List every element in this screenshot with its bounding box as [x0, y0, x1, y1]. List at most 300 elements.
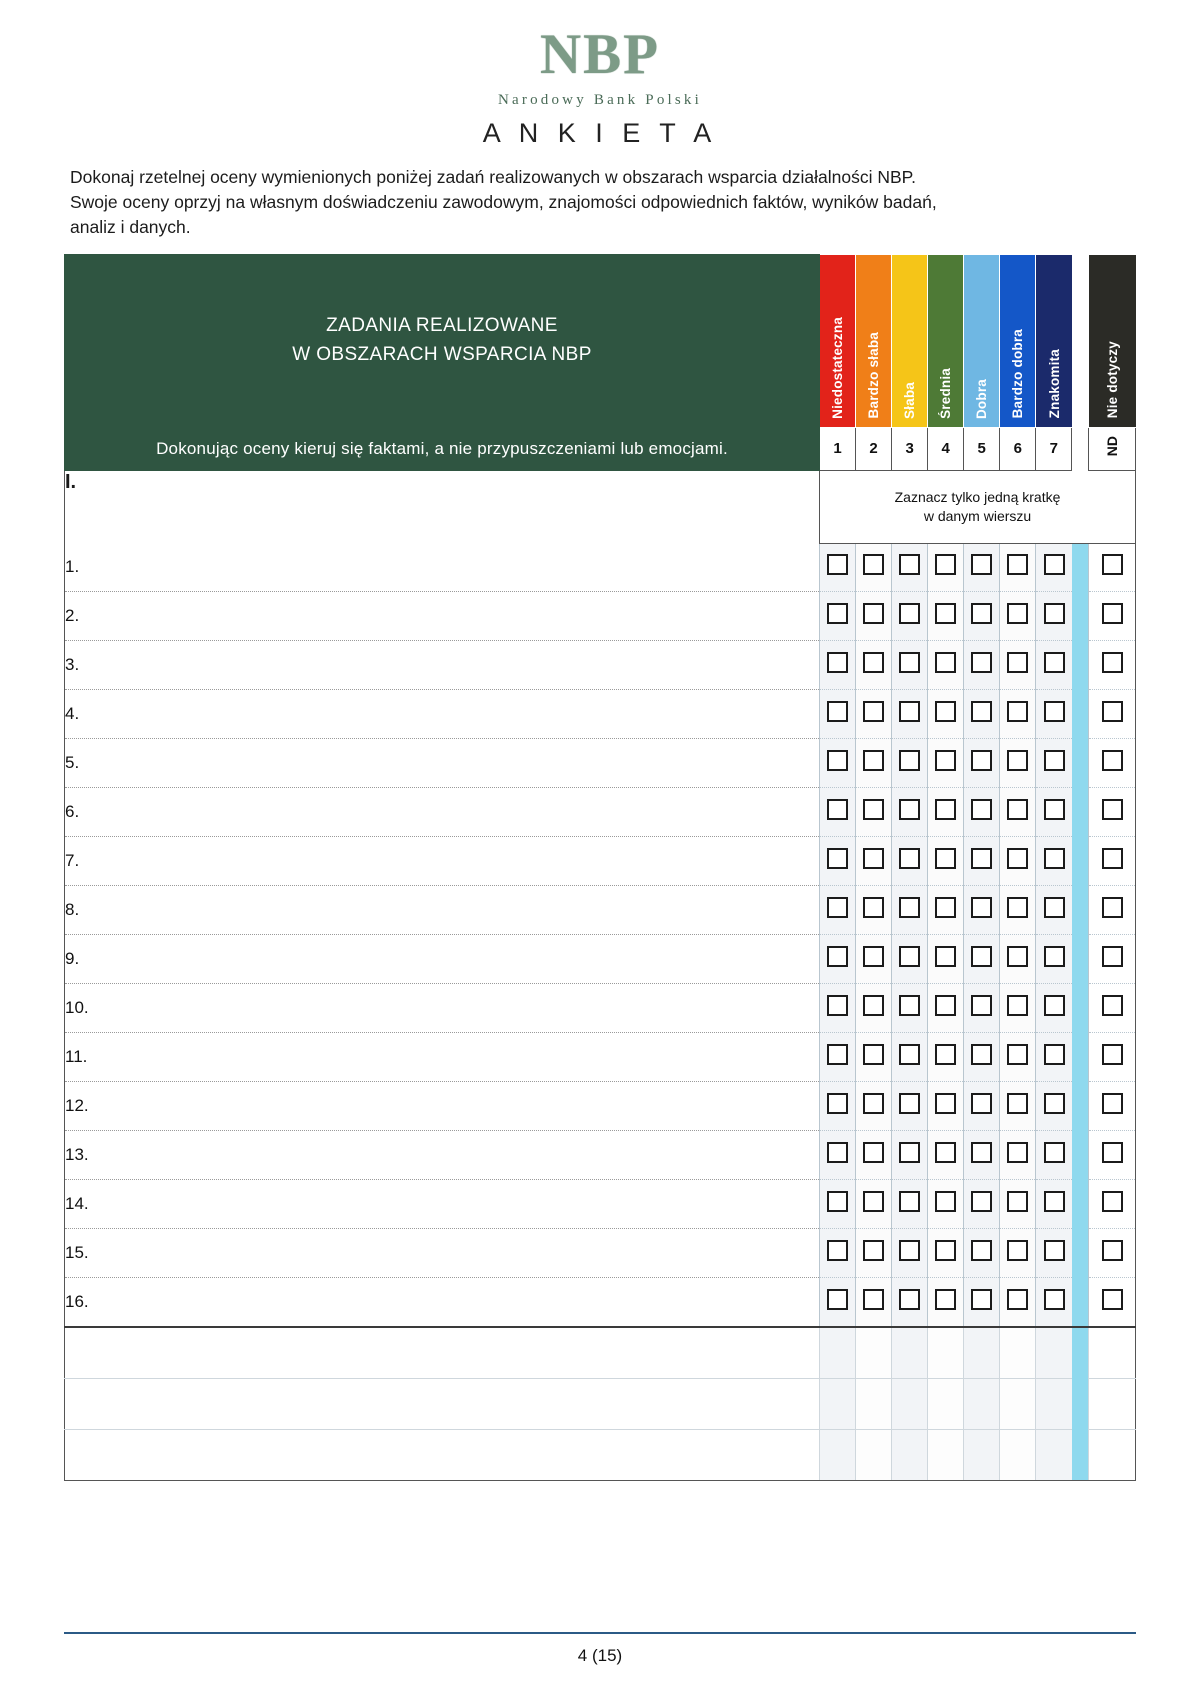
checkbox[interactable]	[971, 848, 992, 869]
checkbox-cell-r8-c5[interactable]	[964, 886, 1000, 935]
checkbox-cell-r16-c1[interactable]	[820, 1278, 856, 1328]
checkbox-cell-r15-c5[interactable]	[964, 1229, 1000, 1278]
checkbox-cell-r11-nd[interactable]	[1089, 1033, 1136, 1082]
checkbox-cell-r10-nd[interactable]	[1089, 984, 1136, 1033]
checkbox-cell-r1-c3[interactable]	[892, 543, 928, 592]
checkbox[interactable]	[1102, 554, 1123, 575]
checkbox-cell-r3-c3[interactable]	[892, 641, 928, 690]
checkbox-cell-r2-c3[interactable]	[892, 592, 928, 641]
scale-number-3: 3	[892, 427, 928, 470]
checkbox-cell-r11-c5[interactable]	[964, 1033, 1000, 1082]
checkbox-cell-r2-c2[interactable]	[856, 592, 892, 641]
checkbox-cell-r9-nd[interactable]	[1089, 935, 1136, 984]
blank-checkbox-cell	[928, 1430, 964, 1481]
checkbox[interactable]	[863, 995, 884, 1016]
row-gap-spacer	[1072, 1082, 1089, 1131]
checkbox[interactable]	[899, 897, 920, 918]
checkbox-cell-r14-c7[interactable]	[1036, 1180, 1072, 1229]
scale-header-1	[820, 254, 856, 427]
checkbox[interactable]	[1007, 799, 1028, 820]
checkbox[interactable]	[935, 946, 956, 967]
checkbox-cell-r2-c1[interactable]	[820, 592, 856, 641]
checkbox[interactable]	[827, 897, 848, 918]
checkbox-cell-r13-nd[interactable]	[1089, 1131, 1136, 1180]
checkbox-cell-r11-c2[interactable]	[856, 1033, 892, 1082]
checkbox[interactable]	[1044, 1093, 1065, 1114]
checkbox-cell-r9-c3[interactable]	[892, 935, 928, 984]
checkbox-cell-r2-c7[interactable]	[1036, 592, 1072, 641]
checkbox[interactable]	[1102, 1093, 1123, 1114]
checkbox[interactable]	[935, 701, 956, 722]
checkbox-cell-r10-c1[interactable]	[820, 984, 856, 1033]
checkbox[interactable]	[827, 1191, 848, 1212]
checkbox-cell-r5-c3[interactable]	[892, 739, 928, 788]
checkbox-cell-r13-c5[interactable]	[964, 1131, 1000, 1180]
checkbox[interactable]	[863, 750, 884, 771]
scale-number-7: 7	[1036, 427, 1072, 470]
checkbox-cell-r6-c5[interactable]	[964, 788, 1000, 837]
checkbox-cell-r12-c5[interactable]	[964, 1082, 1000, 1131]
table-main-header	[65, 254, 820, 427]
checkbox-cell-r1-c4[interactable]	[928, 543, 964, 592]
checkbox[interactable]	[827, 1142, 848, 1163]
checkbox-cell-r11-c1[interactable]	[820, 1033, 856, 1082]
blank-checkbox-cell	[820, 1430, 856, 1481]
checkbox[interactable]	[1044, 652, 1065, 673]
checkbox-cell-r16-c2[interactable]	[856, 1278, 892, 1328]
checkbox-cell-r6-c2[interactable]	[856, 788, 892, 837]
table-row	[65, 1131, 1136, 1180]
checkbox[interactable]	[827, 554, 848, 575]
checkbox[interactable]	[1007, 1240, 1028, 1261]
checkbox-cell-r7-c7[interactable]	[1036, 837, 1072, 886]
checkbox[interactable]	[863, 1240, 884, 1261]
row-gap-spacer	[1072, 984, 1089, 1033]
checkbox[interactable]	[863, 1093, 884, 1114]
checkbox-cell-r8-c4[interactable]	[928, 886, 964, 935]
checkbox[interactable]	[1007, 1289, 1028, 1310]
checkbox[interactable]	[863, 1044, 884, 1065]
checkbox[interactable]	[971, 1289, 992, 1310]
checkbox-cell-r14-c6[interactable]	[1000, 1180, 1036, 1229]
checkbox-cell-r15-c3[interactable]	[892, 1229, 928, 1278]
checkbox[interactable]	[935, 1093, 956, 1114]
checkbox-cell-r1-c2[interactable]	[856, 543, 892, 592]
checkbox[interactable]	[971, 652, 992, 673]
checkbox-cell-r5-c5[interactable]	[964, 739, 1000, 788]
blank-checkbox-cell	[856, 1379, 892, 1430]
checkbox[interactable]	[1102, 799, 1123, 820]
checkbox-cell-r15-c7[interactable]	[1036, 1229, 1072, 1278]
checkbox-cell-r5-c2[interactable]	[856, 739, 892, 788]
checkbox[interactable]	[899, 652, 920, 673]
checkbox-cell-r3-c4[interactable]	[928, 641, 964, 690]
checkbox[interactable]	[935, 652, 956, 673]
checkbox-cell-r14-c4[interactable]	[928, 1180, 964, 1229]
checkbox[interactable]	[971, 897, 992, 918]
checkbox-cell-r7-c5[interactable]	[964, 837, 1000, 886]
checkbox[interactable]	[935, 554, 956, 575]
checkbox-cell-r7-c3[interactable]	[892, 837, 928, 886]
checkbox[interactable]	[971, 995, 992, 1016]
checkbox-cell-r11-c3[interactable]	[892, 1033, 928, 1082]
checkbox[interactable]	[863, 652, 884, 673]
checkbox-cell-r2-c5[interactable]	[964, 592, 1000, 641]
checkbox-cell-r3-c7[interactable]	[1036, 641, 1072, 690]
checkbox[interactable]	[935, 603, 956, 624]
blank-item-cell[interactable]	[65, 1430, 820, 1481]
checkbox[interactable]	[1007, 603, 1028, 624]
checkbox[interactable]	[935, 1289, 956, 1310]
checkbox-cell-r16-c4[interactable]	[928, 1278, 964, 1328]
checkbox-cell-r5-nd[interactable]	[1089, 739, 1136, 788]
checkbox[interactable]	[935, 897, 956, 918]
blank-gap-spacer	[1072, 1379, 1089, 1430]
checkbox-cell-r13-c6[interactable]	[1000, 1131, 1036, 1180]
checkbox[interactable]	[899, 603, 920, 624]
intro-paragraph	[64, 165, 1136, 240]
blank-item-cell[interactable]	[65, 1327, 820, 1379]
checkbox[interactable]	[827, 848, 848, 869]
checkbox-cell-r2-c6[interactable]	[1000, 592, 1036, 641]
checkbox-cell-r8-c1[interactable]	[820, 886, 856, 935]
checkbox[interactable]	[935, 1044, 956, 1065]
checkbox[interactable]	[827, 1093, 848, 1114]
checkbox-cell-r3-c1[interactable]	[820, 641, 856, 690]
checkbox-cell-r7-nd[interactable]	[1089, 837, 1136, 886]
checkbox[interactable]	[1044, 995, 1065, 1016]
checkbox[interactable]	[899, 1142, 920, 1163]
checkbox-cell-r1-c5[interactable]	[964, 543, 1000, 592]
checkbox[interactable]	[827, 701, 848, 722]
checkbox[interactable]	[863, 1289, 884, 1310]
checkbox-cell-r16-c5[interactable]	[964, 1278, 1000, 1328]
checkbox[interactable]	[827, 603, 848, 624]
checkbox-cell-r8-c6[interactable]	[1000, 886, 1036, 935]
checkbox[interactable]	[899, 750, 920, 771]
checkbox[interactable]	[863, 603, 884, 624]
checkbox-cell-r1-c7[interactable]	[1036, 543, 1072, 592]
table-header-row	[65, 254, 1136, 427]
checkbox[interactable]	[1044, 1289, 1065, 1310]
blank-item-cell[interactable]	[65, 1379, 820, 1430]
checkbox[interactable]	[899, 701, 920, 722]
checkbox[interactable]	[899, 946, 920, 967]
checkbox-cell-r16-nd[interactable]	[1089, 1278, 1136, 1328]
checkbox[interactable]	[863, 554, 884, 575]
checkbox-cell-r14-c5[interactable]	[964, 1180, 1000, 1229]
checkbox-cell-r4-c4[interactable]	[928, 690, 964, 739]
table-row	[65, 1229, 1136, 1278]
checkbox-cell-r8-c3[interactable]	[892, 886, 928, 935]
checkbox[interactable]	[971, 1191, 992, 1212]
item-label: 8.	[65, 886, 820, 935]
checkbox-cell-r10-c2[interactable]	[856, 984, 892, 1033]
checkbox-cell-r14-nd[interactable]	[1089, 1180, 1136, 1229]
checkbox-cell-r10-c6[interactable]	[1000, 984, 1036, 1033]
checkbox-cell-r3-nd[interactable]	[1089, 641, 1136, 690]
checkbox[interactable]	[1044, 750, 1065, 771]
item-label: 16.	[65, 1278, 820, 1328]
checkbox-cell-r7-c1[interactable]	[820, 837, 856, 886]
checkbox[interactable]	[935, 750, 956, 771]
checkbox[interactable]	[1007, 701, 1028, 722]
checkbox[interactable]	[899, 1093, 920, 1114]
checkbox-cell-r13-c2[interactable]	[856, 1131, 892, 1180]
checkbox-cell-r15-c4[interactable]	[928, 1229, 964, 1278]
checkbox[interactable]	[971, 701, 992, 722]
table-row	[65, 886, 1136, 935]
checkbox[interactable]	[935, 799, 956, 820]
scale-number-5: 5	[964, 427, 1000, 470]
checkbox-cell-r9-c1[interactable]	[820, 935, 856, 984]
checkbox-cell-r12-c6[interactable]	[1000, 1082, 1036, 1131]
checkbox[interactable]	[1102, 1142, 1123, 1163]
checkbox-cell-r11-c4[interactable]	[928, 1033, 964, 1082]
checkbox[interactable]	[935, 848, 956, 869]
checkbox[interactable]	[1102, 1289, 1123, 1310]
checkbox-cell-r8-c2[interactable]	[856, 886, 892, 935]
checkbox[interactable]	[1007, 750, 1028, 771]
checkbox[interactable]	[1007, 946, 1028, 967]
checkbox[interactable]	[1102, 1191, 1123, 1212]
checkbox[interactable]	[1007, 554, 1028, 575]
item-label: 13.	[65, 1131, 820, 1180]
row-gap-spacer	[1072, 641, 1089, 690]
checkbox-cell-r2-nd[interactable]	[1089, 592, 1136, 641]
checkbox[interactable]	[1044, 946, 1065, 967]
checkbox[interactable]	[1102, 603, 1123, 624]
checkbox[interactable]	[863, 1191, 884, 1212]
checkbox-cell-r13-c7[interactable]	[1036, 1131, 1072, 1180]
row-gap-spacer	[1072, 739, 1089, 788]
checkbox[interactable]	[899, 1240, 920, 1261]
checkbox-cell-r12-c4[interactable]	[928, 1082, 964, 1131]
checkbox-cell-r6-c1[interactable]	[820, 788, 856, 837]
checkbox[interactable]	[1044, 554, 1065, 575]
checkbox[interactable]	[1102, 848, 1123, 869]
checkbox[interactable]	[827, 946, 848, 967]
checkbox-cell-r1-c1[interactable]	[820, 543, 856, 592]
checkbox[interactable]	[1044, 701, 1065, 722]
checkbox[interactable]	[1044, 1240, 1065, 1261]
checkbox-cell-r14-c1[interactable]	[820, 1180, 856, 1229]
checkbox-cell-r6-nd[interactable]	[1089, 788, 1136, 837]
checkbox[interactable]	[827, 1289, 848, 1310]
checkbox[interactable]	[935, 995, 956, 1016]
checkbox-cell-r15-c6[interactable]	[1000, 1229, 1036, 1278]
item-label: 7.	[65, 837, 820, 886]
checkbox-cell-r3-c6[interactable]	[1000, 641, 1036, 690]
checkbox-cell-r9-c7[interactable]	[1036, 935, 1072, 984]
checkbox-cell-r6-c3[interactable]	[892, 788, 928, 837]
checkbox-cell-r5-c4[interactable]	[928, 739, 964, 788]
checkbox[interactable]	[971, 1093, 992, 1114]
checkbox[interactable]	[1102, 897, 1123, 918]
checkbox-cell-r5-c1[interactable]	[820, 739, 856, 788]
checkbox[interactable]	[971, 799, 992, 820]
checkbox[interactable]	[1102, 750, 1123, 771]
checkbox-cell-r13-c1[interactable]	[820, 1131, 856, 1180]
checkbox-cell-r7-c6[interactable]	[1000, 837, 1036, 886]
checkbox[interactable]	[827, 1044, 848, 1065]
checkbox-cell-r15-c2[interactable]	[856, 1229, 892, 1278]
scale-label: Bardzo słaba	[866, 332, 882, 419]
checkbox-cell-r14-c2[interactable]	[856, 1180, 892, 1229]
checkbox-cell-r15-nd[interactable]	[1089, 1229, 1136, 1278]
checkbox[interactable]	[971, 946, 992, 967]
checkbox[interactable]	[971, 750, 992, 771]
checkbox-cell-r13-c3[interactable]	[892, 1131, 928, 1180]
checkbox-cell-r4-c3[interactable]	[892, 690, 928, 739]
checkbox[interactable]	[899, 1191, 920, 1212]
checkbox-cell-r1-nd[interactable]	[1089, 543, 1136, 592]
checkbox-cell-r9-c2[interactable]	[856, 935, 892, 984]
checkbox[interactable]	[1102, 652, 1123, 673]
checkbox-cell-r4-c7[interactable]	[1036, 690, 1072, 739]
checkbox-cell-r13-c4[interactable]	[928, 1131, 964, 1180]
checkbox-cell-r4-nd[interactable]	[1089, 690, 1136, 739]
checkbox-cell-r12-c3[interactable]	[892, 1082, 928, 1131]
checkbox[interactable]	[1044, 897, 1065, 918]
checkbox[interactable]	[971, 1142, 992, 1163]
checkbox[interactable]	[827, 750, 848, 771]
checkbox-cell-r11-c7[interactable]	[1036, 1033, 1072, 1082]
checkbox-cell-r14-c3[interactable]	[892, 1180, 928, 1229]
checkbox[interactable]	[899, 554, 920, 575]
checkbox[interactable]	[1102, 701, 1123, 722]
checkbox[interactable]	[863, 701, 884, 722]
checkbox-cell-r6-c4[interactable]	[928, 788, 964, 837]
checkbox-cell-r4-c6[interactable]	[1000, 690, 1036, 739]
checkbox-cell-r11-c6[interactable]	[1000, 1033, 1036, 1082]
page-footer	[64, 1632, 1136, 1666]
checkbox-cell-r12-c1[interactable]	[820, 1082, 856, 1131]
checkbox-cell-r6-c7[interactable]	[1036, 788, 1072, 837]
table-row	[65, 1278, 1136, 1328]
blank-row	[65, 1430, 1136, 1481]
checkbox[interactable]	[1102, 995, 1123, 1016]
checkbox[interactable]	[899, 1044, 920, 1065]
nbp-logo-text: NBP	[540, 23, 660, 86]
checkbox-cell-r16-c7[interactable]	[1036, 1278, 1072, 1328]
checkbox-cell-r7-c2[interactable]	[856, 837, 892, 886]
blank-checkbox-cell	[892, 1430, 928, 1481]
table-row	[65, 837, 1136, 886]
row-gap-spacer	[1072, 1229, 1089, 1278]
checkbox-cell-r1-c6[interactable]	[1000, 543, 1036, 592]
checkbox-cell-r8-c7[interactable]	[1036, 886, 1072, 935]
checkbox-cell-r10-c3[interactable]	[892, 984, 928, 1033]
checkbox[interactable]	[1007, 848, 1028, 869]
checkbox[interactable]	[1007, 652, 1028, 673]
checkbox-cell-r10-c4[interactable]	[928, 984, 964, 1033]
checkbox[interactable]	[1102, 1240, 1123, 1261]
checkbox[interactable]	[1007, 995, 1028, 1016]
checkbox-cell-r5-c7[interactable]	[1036, 739, 1072, 788]
checkbox[interactable]	[935, 1240, 956, 1261]
page-number: 4 (15)	[577, 1646, 623, 1665]
checkbox[interactable]	[1044, 799, 1065, 820]
checkbox[interactable]	[1044, 1191, 1065, 1212]
checkbox-cell-r15-c1[interactable]	[820, 1229, 856, 1278]
checkbox[interactable]	[1007, 897, 1028, 918]
checkbox[interactable]	[971, 1240, 992, 1261]
checkbox-cell-r4-c2[interactable]	[856, 690, 892, 739]
checkbox[interactable]	[971, 554, 992, 575]
checkbox[interactable]	[971, 603, 992, 624]
checkbox[interactable]	[827, 995, 848, 1016]
checkbox[interactable]	[1007, 1142, 1028, 1163]
checkbox[interactable]	[1007, 1191, 1028, 1212]
checkbox[interactable]	[1007, 1093, 1028, 1114]
checkbox[interactable]	[899, 995, 920, 1016]
checkbox-cell-r3-c2[interactable]	[856, 641, 892, 690]
checkbox-cell-r6-c6[interactable]	[1000, 788, 1036, 837]
checkbox[interactable]	[827, 1240, 848, 1261]
item-label: 10.	[65, 984, 820, 1033]
scale-label: Znakomita	[1046, 349, 1062, 419]
checkbox-cell-r4-c1[interactable]	[820, 690, 856, 739]
checkbox[interactable]	[935, 1191, 956, 1212]
checkbox[interactable]	[899, 799, 920, 820]
scale-header-6	[1000, 254, 1036, 427]
checkbox[interactable]	[1102, 946, 1123, 967]
checkbox-cell-r10-c7[interactable]	[1036, 984, 1072, 1033]
checkbox[interactable]	[863, 946, 884, 967]
checkbox-cell-r9-c6[interactable]	[1000, 935, 1036, 984]
section-row	[65, 470, 1136, 543]
checkbox[interactable]	[863, 897, 884, 918]
checkbox[interactable]	[827, 799, 848, 820]
checkbox-cell-r7-c4[interactable]	[928, 837, 964, 886]
row-gap-spacer	[1072, 1131, 1089, 1180]
checkbox-cell-r16-c6[interactable]	[1000, 1278, 1036, 1328]
checkbox-cell-r12-c2[interactable]	[856, 1082, 892, 1131]
checkbox-cell-r8-nd[interactable]	[1089, 886, 1136, 935]
checkbox-cell-r2-c4[interactable]	[928, 592, 964, 641]
checkbox[interactable]	[1044, 1142, 1065, 1163]
checkbox[interactable]	[971, 1044, 992, 1065]
checkbox[interactable]	[863, 1142, 884, 1163]
checkbox[interactable]	[935, 1142, 956, 1163]
nbp-logo-subtitle: Narodowy Bank Polski	[498, 92, 702, 108]
checkbox-cell-r9-c4[interactable]	[928, 935, 964, 984]
scale-number-6: 6	[1000, 427, 1036, 470]
checkbox-cell-r9-c5[interactable]	[964, 935, 1000, 984]
checkbox[interactable]	[899, 1289, 920, 1310]
checkbox[interactable]	[827, 652, 848, 673]
checkbox[interactable]	[863, 848, 884, 869]
checkbox-cell-r12-nd[interactable]	[1089, 1082, 1136, 1131]
checkbox[interactable]	[899, 848, 920, 869]
checkbox[interactable]	[1044, 603, 1065, 624]
checkbox[interactable]	[1102, 1044, 1123, 1065]
checkbox[interactable]	[863, 799, 884, 820]
row-gap-spacer	[1072, 935, 1089, 984]
checkbox-cell-r3-c5[interactable]	[964, 641, 1000, 690]
checkbox-cell-r5-c6[interactable]	[1000, 739, 1036, 788]
checkbox-cell-r16-c3[interactable]	[892, 1278, 928, 1328]
checkbox-cell-r10-c5[interactable]	[964, 984, 1000, 1033]
item-label: 5.	[65, 739, 820, 788]
checkbox-cell-r12-c7[interactable]	[1036, 1082, 1072, 1131]
checkbox[interactable]	[1044, 1044, 1065, 1065]
checkbox[interactable]	[1044, 848, 1065, 869]
blank-row	[65, 1327, 1136, 1379]
checkbox[interactable]	[1007, 1044, 1028, 1065]
checkbox-cell-r4-c5[interactable]	[964, 690, 1000, 739]
